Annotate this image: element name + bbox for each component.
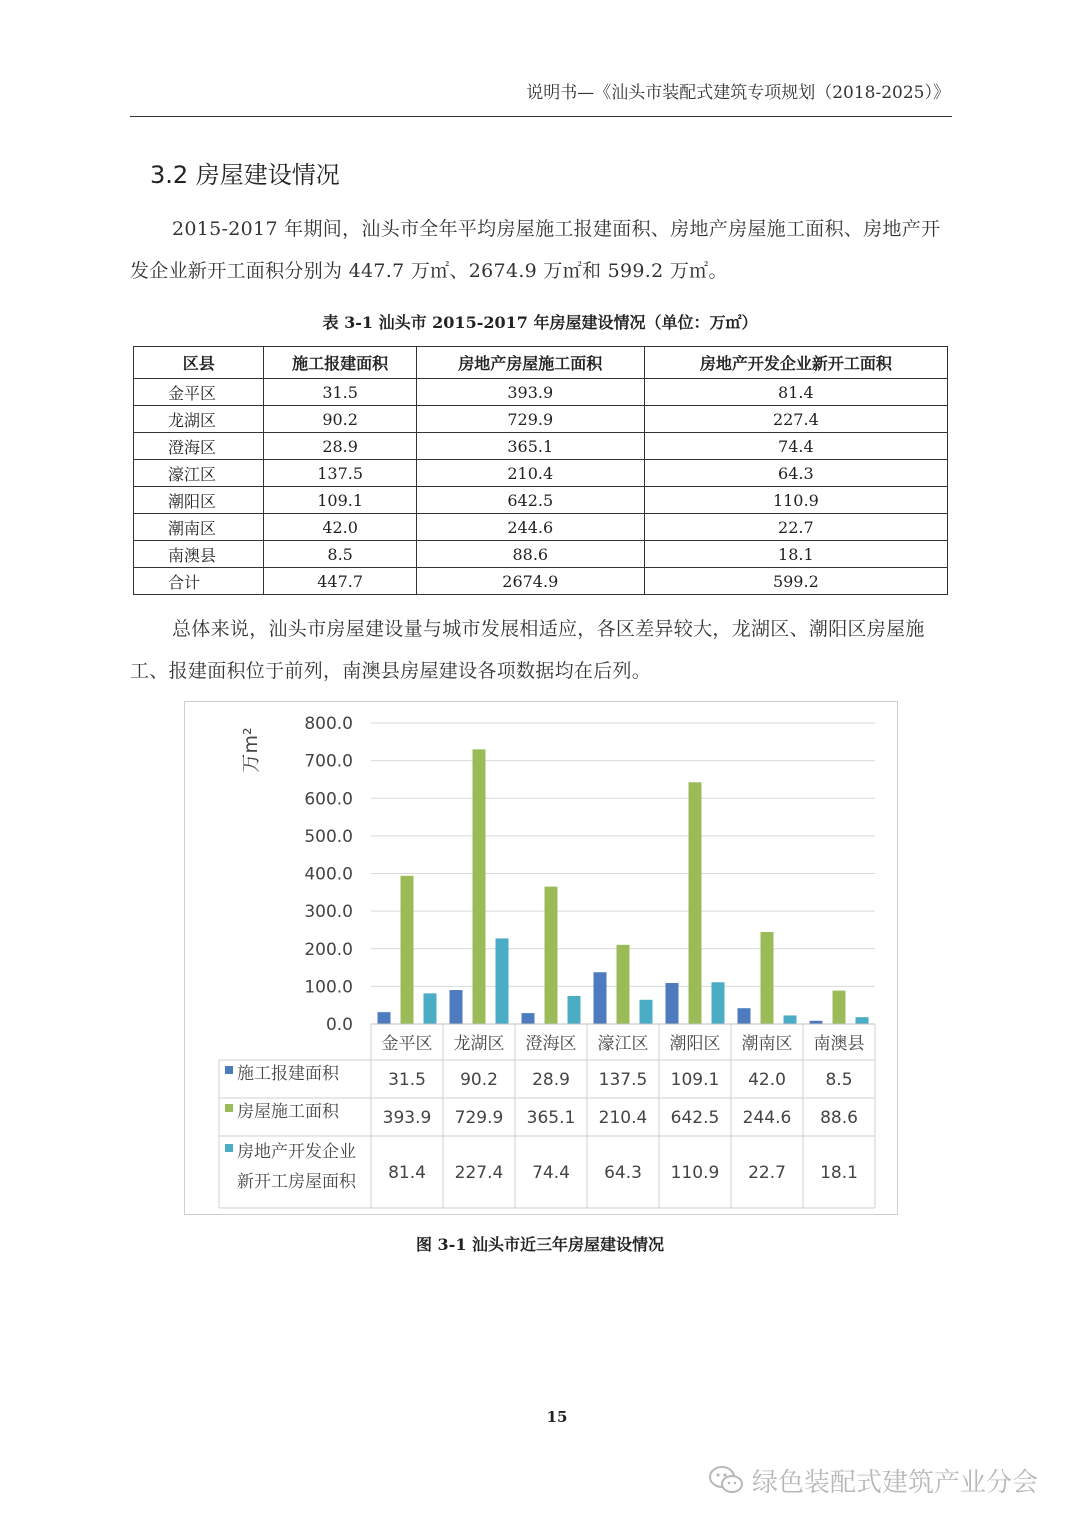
y-tick-label: 500.0 — [304, 826, 353, 847]
table-caption: 表 3-1 汕头市 2015-2017 年房屋建设情况（单位：万㎡） — [322, 313, 758, 332]
table-cell: 365.1 — [416, 433, 644, 460]
data-label: 227.4 — [454, 1163, 504, 1183]
data-label: 729.9 — [454, 1108, 504, 1128]
document-header: 说明书—《汕头市装配式建筑专项规划（2018-2025）》 — [526, 83, 950, 103]
table-cell: 金平区 — [134, 379, 264, 406]
table-cell: 22.7 — [644, 514, 947, 541]
x-category-label: 金平区 — [381, 1034, 433, 1054]
x-category-label: 龙湖区 — [453, 1034, 505, 1054]
y-tick-label: 600.0 — [304, 789, 353, 810]
bar-3-南澳县 — [856, 1017, 869, 1024]
table-cell: 210.4 — [416, 460, 644, 487]
col-header-new-start-area: 房地产开发企业新开工面积 — [644, 347, 947, 379]
table-cell: 88.6 — [416, 541, 644, 568]
table-cell: 潮阳区 — [134, 487, 264, 514]
table-row — [134, 379, 948, 406]
table-cell: 109.1 — [264, 487, 416, 514]
table-cell: 龙湖区 — [134, 406, 264, 433]
x-category-label: 南澳县 — [813, 1034, 865, 1054]
y-tick-label: 200.0 — [304, 939, 353, 960]
bar-3-潮南区 — [784, 1015, 797, 1024]
data-label: 31.5 — [388, 1070, 426, 1090]
bar-1-金平区 — [378, 1012, 391, 1024]
table-row — [134, 406, 948, 433]
bar-2-潮南区 — [761, 932, 774, 1024]
bar-2-龙湖区 — [473, 749, 486, 1024]
table-cell: 110.9 — [644, 487, 947, 514]
data-label: 18.1 — [820, 1163, 858, 1183]
legend-key — [225, 1104, 233, 1112]
x-category-label: 濠江区 — [597, 1034, 649, 1054]
y-tick-label: 0.0 — [325, 1015, 353, 1035]
table-cell: 南澳县 — [134, 541, 264, 568]
data-label: 90.2 — [460, 1070, 498, 1090]
data-label: 110.9 — [670, 1163, 720, 1183]
bar-2-南澳县 — [833, 991, 846, 1024]
data-label: 365.1 — [526, 1108, 576, 1128]
table-cell: 64.3 — [644, 460, 947, 487]
data-label: 642.5 — [670, 1108, 720, 1128]
page-number: 15 — [546, 1408, 568, 1426]
table-cell: 599.2 — [644, 568, 947, 595]
data-label: 88.6 — [820, 1108, 858, 1128]
bar-1-潮阳区 — [666, 983, 679, 1024]
table-cell: 227.4 — [644, 406, 947, 433]
data-label: 244.6 — [742, 1108, 792, 1128]
data-label: 28.9 — [532, 1070, 570, 1090]
paragraph-conclusion: 总体来说，汕头市房屋建设量与城市发展相适应，各区差异较大，龙湖区、潮阳区房屋施工、报建面积位于前列，南澳县房屋建设各项数据均在后列。 — [130, 618, 925, 682]
table-cell: 447.7 — [264, 568, 416, 595]
table-cell: 42.0 — [264, 514, 416, 541]
y-tick-label: 400.0 — [304, 864, 353, 885]
x-category-label: 潮南区 — [741, 1034, 793, 1054]
table-cell: 81.4 — [644, 379, 947, 406]
bar-3-潮阳区 — [712, 982, 725, 1024]
legend-label: 新开工房屋面积 — [237, 1172, 356, 1192]
table-cell: 28.9 — [264, 433, 416, 460]
legend-label: 施工报建面积 — [237, 1064, 339, 1084]
bar-chart — [184, 701, 898, 1215]
watermark-text: 绿色装配式建筑产业分会 — [752, 1467, 1039, 1498]
table-cell: 729.9 — [416, 406, 644, 433]
bar-1-龙湖区 — [450, 990, 463, 1024]
col-header-construction-area: 房地产房屋施工面积 — [416, 347, 644, 379]
table-cell: 244.6 — [416, 514, 644, 541]
data-label: 42.0 — [748, 1070, 786, 1090]
header-divider — [130, 116, 952, 117]
table-cell: 393.9 — [416, 379, 644, 406]
bar-2-金平区 — [401, 876, 414, 1024]
legend-label: 房屋施工面积 — [237, 1102, 339, 1122]
data-label: 137.5 — [598, 1070, 648, 1090]
table-total-row — [134, 568, 948, 595]
wechat-icon — [708, 1465, 744, 1495]
bar-1-澄海区 — [522, 1013, 535, 1024]
bar-3-龙湖区 — [496, 938, 509, 1024]
bar-3-金平区 — [424, 993, 437, 1024]
bar-1-潮南区 — [738, 1008, 751, 1024]
table-cell: 澄海区 — [134, 433, 264, 460]
table-cell: 137.5 — [264, 460, 416, 487]
construction-table — [133, 346, 948, 595]
table-cell: 74.4 — [644, 433, 947, 460]
table-cell: 濠江区 — [134, 460, 264, 487]
data-label: 74.4 — [532, 1163, 570, 1183]
bar-3-濠江区 — [640, 1000, 653, 1024]
figure-caption: 图 3-1 汕头市近三年房屋建设情况 — [415, 1235, 665, 1254]
paragraph-summary: 2015-2017 年期间，汕头市全年平均房屋施工报建面积、房地产房屋施工面积、房地产开发企业新开工面积分别为 447.7 万㎡、2674.9 万㎡和 599.2 万㎡。 — [130, 218, 941, 282]
table-row — [134, 460, 948, 487]
y-tick-label: 800.0 — [304, 714, 353, 734]
bar-3-澄海区 — [568, 996, 581, 1024]
data-label: 393.9 — [382, 1108, 432, 1128]
table-cell: 2674.9 — [416, 568, 644, 595]
table-cell: 18.1 — [644, 541, 947, 568]
data-label: 210.4 — [598, 1108, 648, 1128]
table-cell: 642.5 — [416, 487, 644, 514]
table-row — [134, 433, 948, 460]
col-header-district: 区县 — [134, 347, 264, 379]
bar-1-濠江区 — [594, 972, 607, 1024]
legend-key — [225, 1144, 233, 1152]
bar-2-澄海区 — [545, 887, 558, 1024]
data-label: 22.7 — [748, 1163, 786, 1183]
table-cell: 31.5 — [264, 379, 416, 406]
y-tick-label: 700.0 — [304, 751, 353, 772]
x-category-label: 潮阳区 — [669, 1034, 721, 1054]
table-header-row — [134, 347, 948, 379]
table-row — [134, 514, 948, 541]
table-cell: 8.5 — [264, 541, 416, 568]
table-cell: 潮南区 — [134, 514, 264, 541]
chart-canvas — [185, 702, 897, 1214]
table-row — [134, 487, 948, 514]
data-label: 81.4 — [388, 1163, 426, 1183]
data-label: 8.5 — [825, 1070, 853, 1090]
bar-2-濠江区 — [617, 945, 630, 1024]
y-tick-label: 100.0 — [304, 977, 353, 998]
watermark — [708, 1460, 1038, 1500]
x-category-label: 澄海区 — [525, 1034, 577, 1054]
data-label: 64.3 — [604, 1163, 642, 1183]
table-cell: 90.2 — [264, 406, 416, 433]
bar-2-潮阳区 — [689, 782, 702, 1024]
y-axis-label: 万m² — [240, 727, 262, 773]
table-row — [134, 541, 948, 568]
legend-label: 房地产开发企业 — [237, 1142, 356, 1162]
col-header-permit-area: 施工报建面积 — [264, 347, 416, 379]
section-heading: 3.2 房屋建设情况 — [150, 161, 340, 189]
table-cell: 合计 — [134, 568, 264, 595]
y-tick-label: 300.0 — [304, 902, 353, 923]
legend-key — [225, 1066, 233, 1074]
data-label: 109.1 — [670, 1070, 720, 1090]
